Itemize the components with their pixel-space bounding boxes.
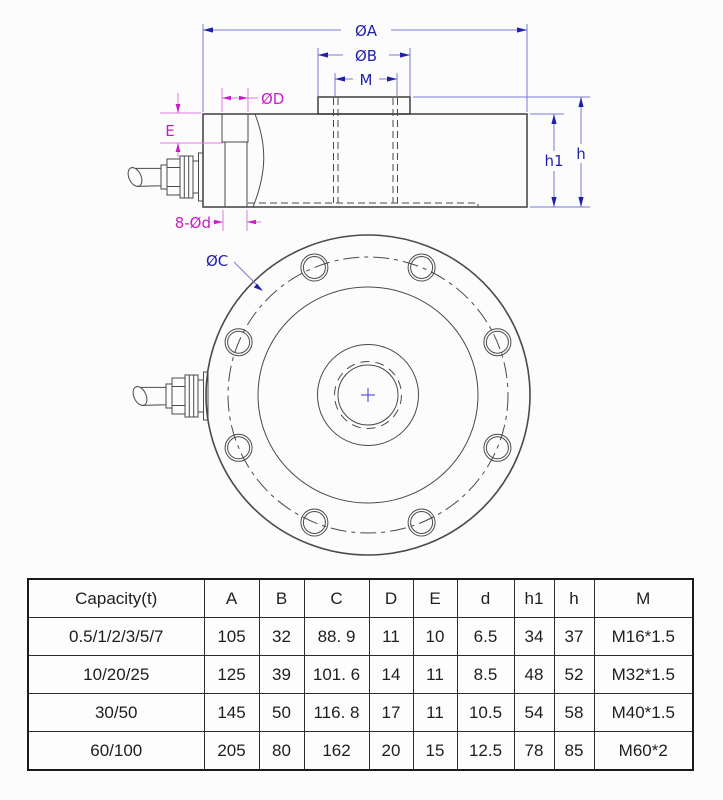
cell-m: M60*2 [594, 732, 693, 771]
cell-capacity: 10/20/25 [28, 656, 204, 694]
cell-c: 101. 6 [304, 656, 369, 694]
magenta-dimensions [160, 88, 284, 232]
section-hatch-right [247, 114, 264, 207]
dim-label-oc: ØC [206, 252, 229, 270]
col-header-m: M [594, 579, 693, 618]
dim-label-8od: 8-Ød [174, 214, 211, 232]
cell-b: 32 [259, 618, 304, 656]
dim-label-oa: ØA [354, 22, 378, 40]
cell-b: 50 [259, 694, 304, 732]
table-row [28, 732, 693, 771]
cell-h1: 54 [514, 694, 554, 732]
dim-label-od: ØD [261, 90, 285, 108]
cell-d-small: 6.5 [457, 618, 514, 656]
center-cross [361, 388, 375, 402]
cable-gland-side [125, 153, 203, 201]
col-header-b: B [259, 579, 304, 618]
cell-b: 80 [259, 732, 304, 771]
side-view [125, 22, 590, 232]
cell-d-small: 10.5 [457, 694, 514, 732]
cell-d-small: 8.5 [457, 656, 514, 694]
front-view [130, 235, 530, 555]
cell-c: 162 [304, 732, 369, 771]
cell-e: 10 [413, 618, 457, 656]
cell-m: M40*1.5 [594, 694, 693, 732]
dim-label-h1: h1 [544, 152, 564, 170]
oc-callout [206, 252, 263, 291]
cell-b: 39 [259, 656, 304, 694]
cell-c: 88. 9 [304, 618, 369, 656]
spec-table [27, 578, 694, 771]
cell-h: 58 [554, 694, 594, 732]
col-header-a: A [204, 579, 259, 618]
cell-capacity: 0.5/1/2/3/5/7 [28, 618, 204, 656]
cell-h: 52 [554, 656, 594, 694]
cell-h1: 34 [514, 618, 554, 656]
center-boss [318, 345, 419, 446]
cell-e: 11 [413, 656, 457, 694]
cell-h: 85 [554, 732, 594, 771]
col-header-h: h [554, 579, 594, 618]
cell-c: 116. 8 [304, 694, 369, 732]
col-header-d-small: d [457, 579, 514, 618]
cell-m: M16*1.5 [594, 618, 693, 656]
cell-a: 105 [204, 618, 259, 656]
dim-label-m: M [359, 71, 373, 89]
cell-a: 205 [204, 732, 259, 771]
cell-d: 17 [369, 694, 413, 732]
cell-m: M32*1.5 [594, 656, 693, 694]
cell-a: 125 [204, 656, 259, 694]
dim-label-e: E [165, 122, 175, 140]
table-row [28, 618, 693, 656]
dim-label-ob: ØB [354, 47, 378, 65]
table-row [28, 694, 693, 732]
cell-capacity: 30/50 [28, 694, 204, 732]
table-header-row [28, 579, 693, 618]
cell-d: 14 [369, 656, 413, 694]
cell-d: 11 [369, 618, 413, 656]
cell-h1: 48 [514, 656, 554, 694]
cable-gland-front [130, 372, 208, 420]
col-header-c: C [304, 579, 369, 618]
section-hatch-left [203, 114, 225, 207]
cell-h1: 78 [514, 732, 554, 771]
cell-h: 37 [554, 618, 594, 656]
col-header-h1: h1 [514, 579, 554, 618]
cell-e: 15 [413, 732, 457, 771]
table-row [28, 656, 693, 694]
cell-e: 11 [413, 694, 457, 732]
col-header-capacity: Capacity(t) [28, 579, 204, 618]
dim-label-h: h [576, 145, 586, 163]
cell-d: 20 [369, 732, 413, 771]
boss-outline [318, 97, 410, 114]
col-header-e: E [413, 579, 457, 618]
body-outline [203, 114, 527, 207]
col-header-d: D [369, 579, 413, 618]
cell-a: 145 [204, 694, 259, 732]
cell-d-small: 12.5 [457, 732, 514, 771]
cell-capacity: 60/100 [28, 732, 204, 771]
